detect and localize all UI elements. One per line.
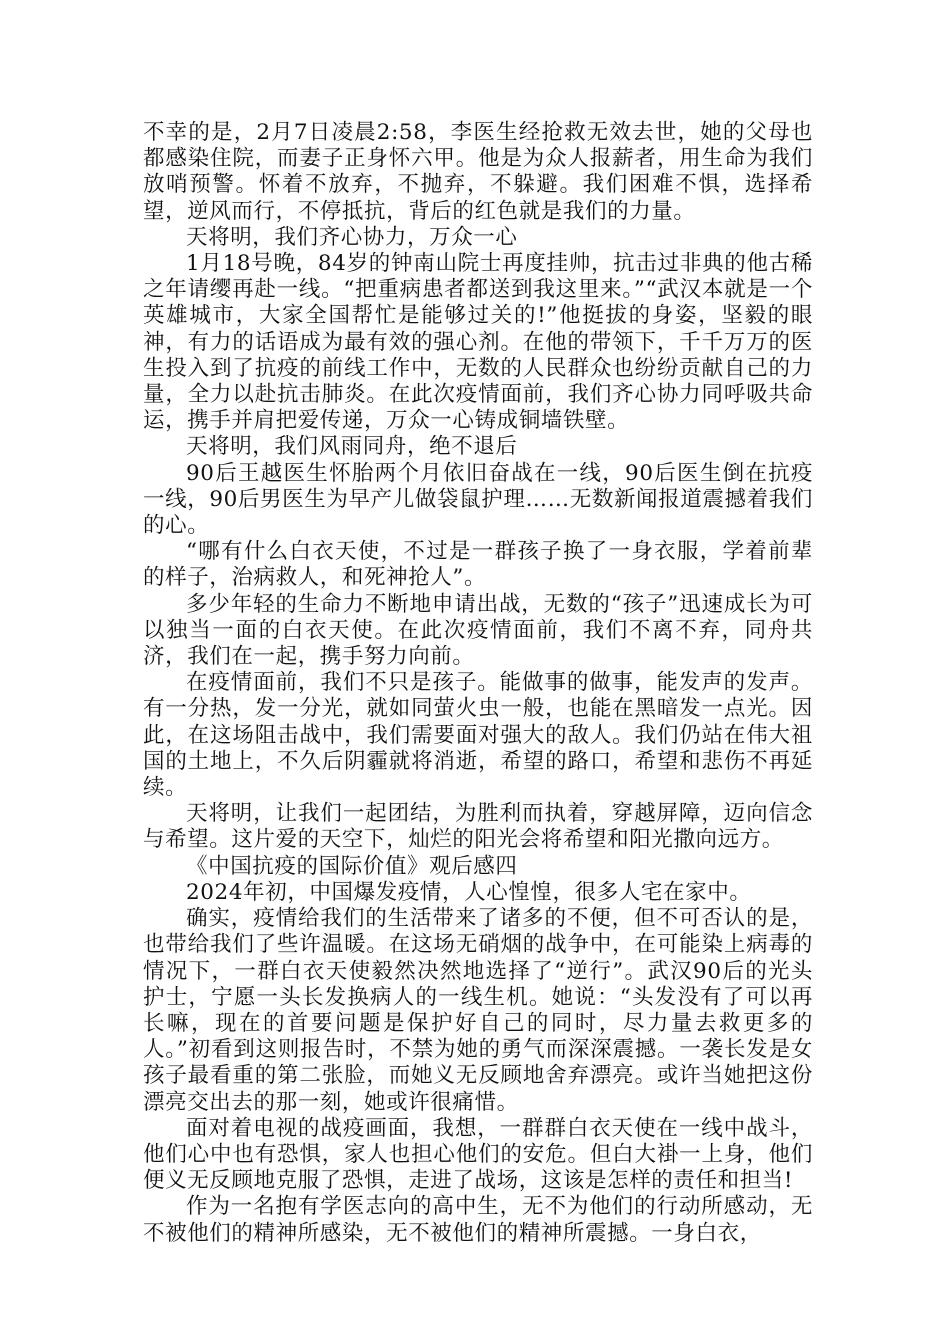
- paragraph: 90后王越医生怀胎两个月依旧奋战在一线，90后医生倒在抗疫一线，90后男医生为早产儿做袋鼠护理……无数新闻报道震撼着我们的心。: [143, 460, 813, 539]
- paragraph: “哪有什么白衣天使，不过是一群孩子换了一身衣服，学着前辈的样子，治病救人，和死神抢人”。: [143, 539, 813, 591]
- paragraph: 2024年初，中国爆发疫情，人心惶惶，很多人宅在家中。: [186, 879, 752, 905]
- paragraph: 多少年轻的生命力不断地申请出战，无数的“孩子”迅速成长为可以独当一面的白衣天使。在此次疫情面前，我们不离不弃，同舟共济，我们在一起，携手努力向前。: [143, 591, 813, 670]
- article-title: 《中国抗疫的国际价值》观后感四: [186, 853, 518, 879]
- paragraph: 1月18号晚，84岁的钟南山院士再度挂帅，抗击过非典的他古稀之年请缨再赴一线。“把重病患者都送到我这里来。”“武汉本就是一个英雄城市，大家全国帮忙是能够过关的!”他挺拔的身姿，坚毅的眼神，有力的话语成为最有效的强心剂。在他的带领下，千千万万的医生投入到了抗疫的前线工作中，无数的人民群众也纷纷贡献自己的力量，全力以赴抗击肺炎。在此次疫情面前，我们齐心协力同呼吸共命运，携手并肩把爱传递，万众一心铸成铜墙铁壁。: [143, 251, 813, 434]
- section-heading: 天将明，我们风雨同舟，绝不退后: [186, 434, 518, 460]
- paragraph: 面对着电视的战疫画面，我想，一群群白衣天使在一线中战斗，他们心中也有恐惧，家人也担心他们的安危。但白大褂一上身，他们便义无反顾地克服了恐惧，走进了战场，这该是怎样的责任和担当!: [143, 1115, 813, 1194]
- paragraph: 不幸的是，2月7日凌晨2:58，李医生经抢救无效去世，她的父母也都感染住院，而妻子正身怀六甲。他是为众人报薪者，用生命为我们放哨预警。怀着不放弃，不抛弃，不躲避。我们困难不惧，选择希望，逆风而行，不停抵抗，背后的红色就是我们的力量。: [143, 120, 813, 224]
- paragraph: 在疫情面前，我们不只是孩子。能做事的做事，能发声的发声。有一分热，发一分光，就如同萤火虫一般，也能在黑暗发一点光。因此，在这场阻击战中，我们需要面对强大的敌人。我们仍站在伟大祖国的土地上，不久后阴霾就将消逝，希望的路口，希望和悲伤不再延续。: [143, 670, 813, 801]
- paragraph: 作为一名抱有学医志向的高中生，无不为他们的行动所感动，无不被他们的精神所感染，无不被他们的精神所震撼。一身白衣，: [143, 1194, 813, 1246]
- section-heading: 天将明，我们齐心协力，万众一心: [186, 224, 518, 250]
- document-body: [143, 120, 813, 1247]
- paragraph: 天将明，让我们一起团结，为胜利而执着，穿越屏障，迈向信念与希望。这片爱的天空下，灿烂的阳光会将希望和阳光撒向远方。: [143, 801, 813, 853]
- paragraph: 确实，疫情给我们的生活带来了诸多的不便，但不可否认的是，也带给我们了些许温暖。在这场无硝烟的战争中，在可能染上病毒的情况下，一群白衣天使毅然决然地选择了“逆行”。武汉90后的光头护士，宁愿一头长发换病人的一线生机。她说：“头发没有了可以再长嘛，现在的首要问题是保护好自己的同时，尽力量去救更多的人。”初看到这则报告时，不禁为她的勇气而深深震撼。一袭长发是女孩子最看重的第二张脸，而她义无反顾地舍弃漂亮。或许当她把这份漂亮交出去的那一刻，她或许很痛惜。: [143, 906, 813, 1115]
